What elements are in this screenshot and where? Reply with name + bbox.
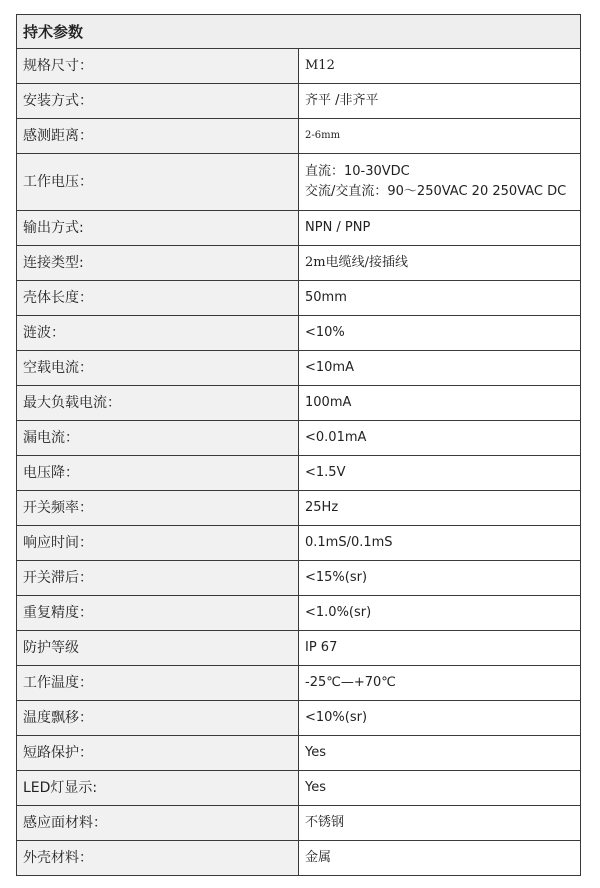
spec-value: <10%(sr) <box>299 701 581 736</box>
spec-value: <0.01mA <box>299 421 581 456</box>
table-row <box>17 421 581 456</box>
spec-label: 安装方式： <box>17 84 299 119</box>
spec-value <box>299 154 581 211</box>
spec-label: 防护等级 <box>17 631 299 666</box>
spec-value: Yes <box>299 771 581 806</box>
table-row <box>17 491 581 526</box>
table-row <box>17 316 581 351</box>
spec-label: 外壳材料： <box>17 841 299 876</box>
spec-value: 齐平 /非齐平 <box>299 84 581 119</box>
table-row <box>17 456 581 491</box>
table-row <box>17 771 581 806</box>
table-row <box>17 211 581 246</box>
table-row <box>17 386 581 421</box>
spec-label: 温度飘移： <box>17 701 299 736</box>
table-row <box>17 351 581 386</box>
table-row <box>17 666 581 701</box>
table-row <box>17 596 581 631</box>
spec-value: 2-6mm <box>299 119 581 154</box>
spec-value: 25Hz <box>299 491 581 526</box>
spec-value: 100mA <box>299 386 581 421</box>
spec-label: 输出方式: <box>17 211 299 246</box>
spec-value: 金属 <box>299 841 581 876</box>
spec-value: <15%(sr) <box>299 561 581 596</box>
spec-label: 空载电流： <box>17 351 299 386</box>
spec-value-line: 直流：10-30VDC <box>305 164 410 179</box>
spec-label: 开关频率： <box>17 491 299 526</box>
spec-value: 不锈钢 <box>299 806 581 841</box>
spec-value: -25℃—+70℃ <box>299 666 581 701</box>
table-row <box>17 631 581 666</box>
spec-label: 壳体长度： <box>17 281 299 316</box>
spec-table <box>16 14 581 876</box>
spec-value-line: 交流/交直流：90～250VAC 20 250VAC DC <box>305 184 567 199</box>
spec-label: 工作温度： <box>17 666 299 701</box>
spec-label: 感应面材料： <box>17 806 299 841</box>
table-row <box>17 246 581 281</box>
spec-label: 短路保护： <box>17 736 299 771</box>
spec-label: 规格尺寸： <box>17 49 299 84</box>
table-row <box>17 84 581 119</box>
spec-label: 开关滞后： <box>17 561 299 596</box>
spec-value: M12 <box>299 49 581 84</box>
spec-value: <1.0%(sr) <box>299 596 581 631</box>
spec-value: IP 67 <box>299 631 581 666</box>
table-title: 持术参数 <box>17 15 581 49</box>
table-header-row <box>17 15 581 49</box>
spec-value: 2m电缆线/接插线 <box>299 246 581 281</box>
spec-label: 最大负载电流： <box>17 386 299 421</box>
table-row <box>17 49 581 84</box>
spec-value: <10mA <box>299 351 581 386</box>
spec-label: LED灯显示: <box>17 771 299 806</box>
spec-label: 感测距离： <box>17 119 299 154</box>
spec-label: 响应时间： <box>17 526 299 561</box>
spec-label: 电压降： <box>17 456 299 491</box>
spec-value: 0.1mS/0.1mS <box>299 526 581 561</box>
spec-value: 50mm <box>299 281 581 316</box>
table-row <box>17 701 581 736</box>
table-row <box>17 119 581 154</box>
table-row <box>17 154 581 211</box>
table-row <box>17 281 581 316</box>
spec-label: 工作电压： <box>17 154 299 211</box>
table-row <box>17 561 581 596</box>
table-row <box>17 526 581 561</box>
spec-label: 重复精度： <box>17 596 299 631</box>
spec-label: 连接类型: <box>17 246 299 281</box>
table-row <box>17 736 581 771</box>
spec-value: <1.5V <box>299 456 581 491</box>
spec-label: 涟波： <box>17 316 299 351</box>
spec-value: <10% <box>299 316 581 351</box>
table-row <box>17 841 581 876</box>
table-row <box>17 806 581 841</box>
spec-value: Yes <box>299 736 581 771</box>
spec-label: 漏电流： <box>17 421 299 456</box>
spec-value: NPN / PNP <box>299 211 581 246</box>
